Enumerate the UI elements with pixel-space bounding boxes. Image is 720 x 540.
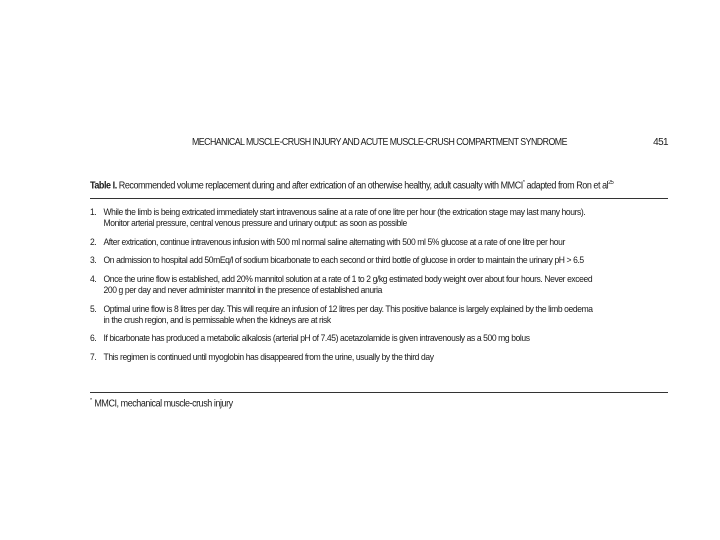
item-text-line-1: After extrication, continue intravenous infusion with 500 ml normal saline alternating with 500 ml 5% glucose at a rate of one litre per hour: [103, 236, 565, 248]
item-number: 1.: [90, 207, 97, 218]
page-header: [90, 137, 668, 153]
item-number: 7.: [90, 352, 97, 364]
item-text-line-2: Monitor arterial pressure, central venous pressure and urinary output: as soon as possible: [103, 217, 407, 229]
table-caption-label: Table I.: [90, 180, 117, 192]
table-caption-reference: 25: [608, 180, 614, 186]
item-text-line-1: If bicarbonate has produced a metabolic alkalosis (arterial pH of 7.45) acetazolamide is given intravenously as a 500 mg bolus: [103, 333, 530, 345]
item-number: 5.: [90, 303, 97, 315]
item-text-line-1: While the limb is being extricated immediately start intravenous saline at a rate of one litre per hour (the extrication stage may last many hours).: [103, 207, 586, 218]
table-caption-suffix: adapted from Ron et al: [526, 180, 609, 192]
item-number: 6.: [90, 333, 97, 345]
list-item: [90, 334, 630, 345]
table-footnote: [90, 398, 233, 409]
running-title: MECHANICAL MUSCLE-CRUSH INJURY AND ACUTE MUSCLE-CRUSH COMPARTMENT SYNDROME: [192, 137, 567, 148]
table-caption: [90, 180, 621, 191]
table-bottom-rule: [90, 392, 668, 393]
footnote-text: MMCI, mechanical muscle-crush injury: [94, 398, 233, 410]
table-caption-asterisk: *: [522, 180, 525, 186]
item-text-line-1: Once the urine flow is established, add 20% mannitol solution at a rate of 1 to 2 g/kg estimated body weight over about four hours. Never exceed: [103, 274, 593, 286]
item-text-line-2: 200 g per day and never administer mannitol in the presence of established anuria: [103, 284, 383, 296]
item-text-line-1: This regimen is continued until myoglobin has disappeared from the urine, usually by the third day: [103, 352, 434, 364]
list-item: [90, 256, 630, 267]
table-caption-text: Recommended volume replacement during and after extrication of an otherwise healthy, adult casualty with MMCI: [118, 180, 523, 192]
table-top-rule: [90, 198, 668, 199]
list-item: [90, 275, 630, 297]
list-item: [90, 238, 630, 249]
item-number: 3.: [90, 255, 97, 267]
list-item: [90, 208, 630, 230]
footnote-mark: *: [90, 398, 92, 404]
item-number: 2.: [90, 236, 97, 248]
item-text-line-1: Optimal urine flow is 8 litres per day. This will require an infusion of 12 litres per day. This positive balance is largely explained by the limb oedema: [103, 303, 593, 315]
page-number: 451: [653, 137, 668, 148]
list-item: [90, 305, 630, 327]
item-text-line-1: On admission to hospital add 50mEq/l of sodium bicarbonate to each second or third bottle of glucose in order to maintain the urinary pH > 6.5: [103, 255, 584, 267]
item-number: 4.: [90, 274, 97, 286]
list-item: [90, 353, 630, 364]
item-text-line-2: in the crush region, and is permissable when the kidneys are at risk: [103, 314, 331, 326]
recommendation-list: [90, 208, 690, 372]
